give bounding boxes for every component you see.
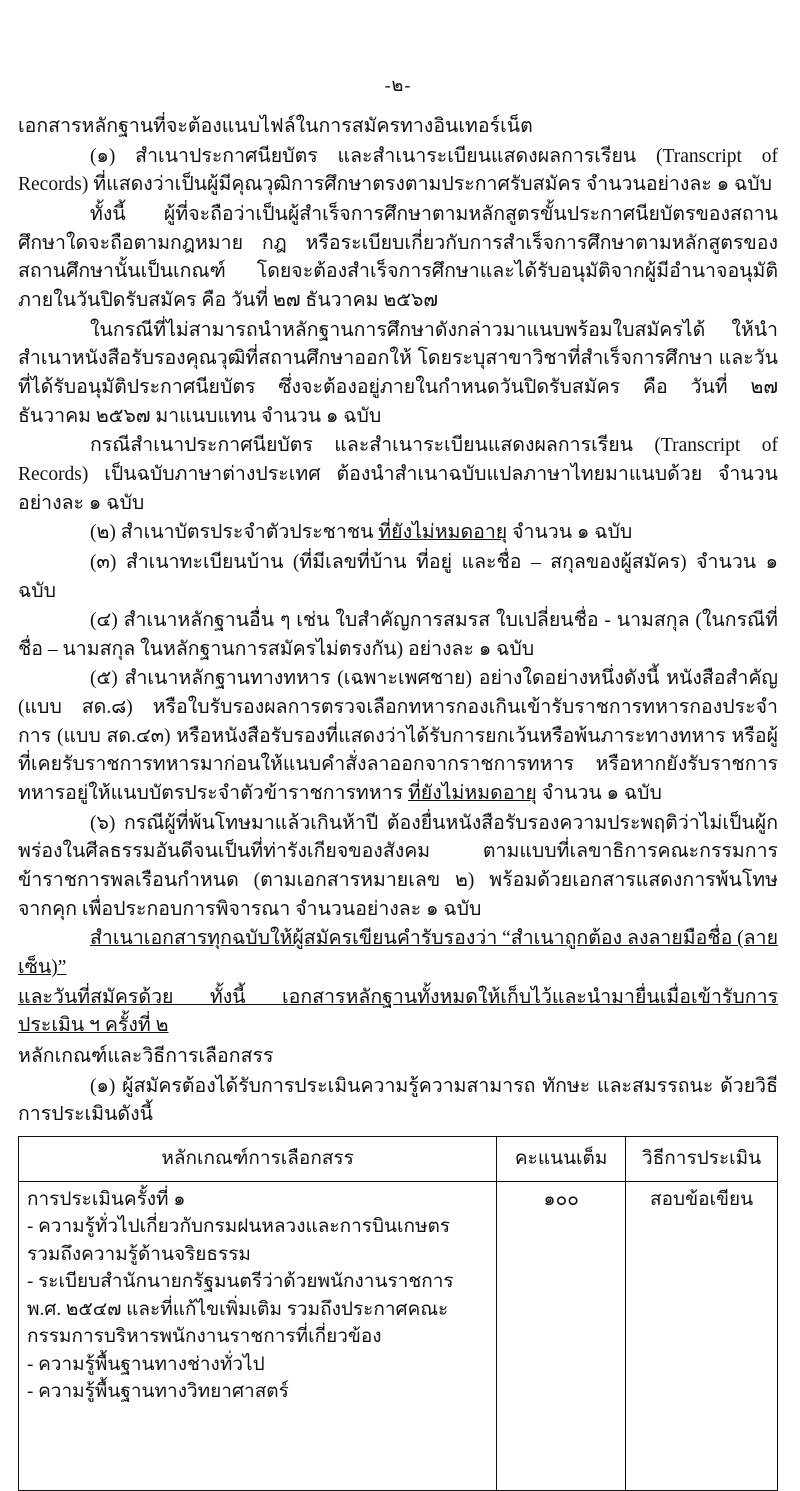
item-5-text-pre: (๕) สำเนาหลักฐานทางทหาร (เฉพาะเพศชาย) อย่างใดอย่างหนึ่งดังนี้ หนังสือสำคัญ (แบบ สด.๘) หรือใบรับรองผลการตรวจเลือกทหารกองเกินเข้ารับราชการทหารกองประจำการ (แบบ สด.๔๓) หรือหนังสือรับรองที่แสดงว่าได้รับการยกเว้นหรือพ้นภาระทางทหาร หรือผู้ที่เคยรับราชการทหารมาก่อนให้แนบคำสั่งลาออกจากราชการทหาร หรือหากยังรับราชการทหารอยู่ให้แนบบัตรประจำตัวข้าราชการทหาร bbox=[18, 668, 778, 805]
table-body bbox=[19, 1181, 778, 1490]
paragraph-item-6: (๖) กรณีผู้ที่พ้นโทษมาแล้วเกินห้าปี ต้องยื่นหนังสือรับรองความประพฤติว่าไม่เป็นผู้กพร่องในศีลธรรมอันดีจนเป็นที่ท่ารังเกียจของสังคม ตามแบบที่เลขาธิการคณะกรรมการข้าราชการพลเรือนกำหนด (ตามเอกสารหมายเลข ๒) พร้อมด้วยเอกสารแสดงการพ้นโทษจากคุก เพื่อประกอบการพิจารณา จำนวนอย่างละ ๑ ฉบับ bbox=[18, 812, 778, 920]
table-header bbox=[19, 1136, 778, 1181]
item-5-underlined: ที่ยังไม่หมดอายุ bbox=[407, 783, 537, 805]
table-header-score: คะแนนเต็ม bbox=[497, 1136, 626, 1181]
table-header-method: วิธีการประเมิน bbox=[626, 1136, 778, 1181]
item-5-text-post: จำนวน ๑ ฉบับ bbox=[536, 783, 662, 805]
table-cell-method: สอบข้อเขียน bbox=[626, 1181, 778, 1490]
criteria-round-title: การประเมินครั้งที่ ๑ bbox=[27, 1188, 186, 1210]
item-2-text-post: จำนวน ๑ ฉบับ bbox=[507, 522, 633, 544]
paragraph-item-1: (๑) สำเนาประกาศนียบัตร และสำเนาระเบียนแสดงผลการเรียน (Transcript of Records) ที่แสดงว่าเป็นผู้มีคุณวุฒิการศึกษาตรงตามประกาศรับสมัคร จำนวนอย่างละ ๑ ฉบับ bbox=[18, 145, 778, 196]
item-2-underlined: ที่ยังไม่หมดอายุ bbox=[378, 522, 508, 544]
paragraph-item-5 bbox=[18, 665, 778, 808]
table-cell-criteria bbox=[19, 1181, 497, 1490]
criteria-line-2: - ระเบียบสำนักนายกรัฐมนตรีว่าด้วยพนักงานราชการ พ.ศ. ๒๕๔๗ และที่แก้ไขเพิ่มเติม รวมถึงประกาศคณะกรรมการบริหารพนักงานราชการที่เกี่ยวข้อง bbox=[27, 1271, 454, 1348]
paragraph-item-4: (๔) สำเนาหลักฐานอื่น ๆ เช่น ใบสำคัญการสมรส ใบเปลี่ยนชื่อ - นามสกุล (ในกรณีที่ชื่อ – นามสกุล ในหลักฐานการสมัครไม่ตรงกัน) อย่างละ ๑ ฉบับ bbox=[18, 610, 778, 660]
note-underlined-line-1: สำเนาเอกสารทุกฉบับให้ผู้สมัครเขียนคำรับรองว่า “สำเนาถูกต้อง ลงลายมือชื่อ (ลายเซ็น)” bbox=[18, 928, 778, 979]
criteria-line-4: - ความรู้พื้นฐานทางวิทยาศาสตร์ bbox=[27, 1381, 289, 1403]
criteria-line-1: - ความรู้ทั่วไปเกี่ยวกับกรมฝนหลวงและการบินเกษตร รวมถึงความรู้ด้านจริยธรรม bbox=[27, 1216, 451, 1265]
criteria-table-wrapper bbox=[18, 1136, 778, 1491]
page-number: -๒- bbox=[384, 75, 412, 95]
paragraph-item-1-note-2: ในกรณีที่ไม่สามารถนำหลักฐานการศึกษาดังกล่าวมาแนบพร้อมใบสมัครได้ ให้นำสำเนาหนังสือรับรองคุณวุฒิที่สถานศึกษาออกให้ โดยระบุสาขาวิชาที่สำเร็จการศึกษา และวันที่ได้รับอนุมัติประกาศนียบัตร ซึ่งจะต้องอยู่ภายในกำหนดวันปิดรับสมัคร คือ วันที่ ๒๗ ธันวาคม ๒๕๖๗ มาแนบแทน จำนวน ๑ ฉบับ bbox=[18, 319, 778, 427]
paragraph-item-2 bbox=[18, 519, 778, 548]
paragraph-item-1-note-1: ทั้งนี้ ผู้ที่จะถือว่าเป็นผู้สำเร็จการศึกษาตามหลักสูตรขั้นประกาศนียบัตรของสถานศึกษาใดจะถือตามกฎหมาย กฎ หรือระเบียบเกี่ยวกับการสำเร็จการศึกษาตามหลักสูตรของสถานศึกษานั้นเป็นเกณฑ์ โดยจะต้องสำเร็จการศึกษาและได้รับอนุมัติจากผู้มีอำนาจอนุมัติภายในวันปิดรับสมัคร คือ วันที่ ๒๗ ธันวาคม ๒๕๖๗ bbox=[18, 203, 778, 311]
table-row bbox=[19, 1181, 778, 1490]
paragraph-item-1-note-3: กรณีสำเนาประกาศนียบัตร และสำเนาระเบียนแสดงผลการเรียน (Transcript of Records) เป็นฉบับภาษาต่างประเทศ ต้องนำสำเนาฉบับแปลภาษาไทยมาแนบด้วย จำนวนอย่างละ ๑ ฉบับ bbox=[18, 435, 778, 514]
criteria-line-3: - ความรู้พื้นฐานทางช่างทั่วไป bbox=[27, 1353, 265, 1375]
item-2-text-pre: (๒) สำเนาบัตรประจำตัวประชาชน bbox=[90, 522, 379, 544]
table-cell-score: ๑๐๐ bbox=[497, 1181, 626, 1490]
criteria-table bbox=[18, 1136, 778, 1491]
table-header-criteria: หลักเกณฑ์การเลือกสรร bbox=[19, 1136, 497, 1181]
note-underlined-line-2: และวันที่สมัครด้วย ทั้งนี้ เอกสารหลักฐานทั้งหมดให้เก็บไว้และนำมายื่นเมื่อเข้ารับการประเมิน ฯ ครั้งที่ ๒ bbox=[18, 986, 778, 1037]
criteria-intro: (๑) ผู้สมัครต้องได้รับการประเมินความรู้ความสามารถ ทักษะ และสมรรถนะ ด้วยวิธีการประเมินดังนี้ bbox=[18, 1075, 778, 1126]
paragraph-item-3: (๓) สำเนาทะเบียนบ้าน (ที่มีเลขที่บ้าน ที่อยู่ และชื่อ – สกุลของผู้สมัคร) จำนวน ๑ ฉบับ bbox=[18, 551, 778, 602]
table-header-row bbox=[19, 1136, 778, 1181]
criteria-section-heading: หลักเกณฑ์และวิธีการเลือกสรร bbox=[18, 1046, 274, 1067]
document-heading: เอกสารหลักฐานที่จะต้องแนบไฟล์ในการสมัครทางอินเทอร์เน็ต bbox=[18, 116, 533, 137]
